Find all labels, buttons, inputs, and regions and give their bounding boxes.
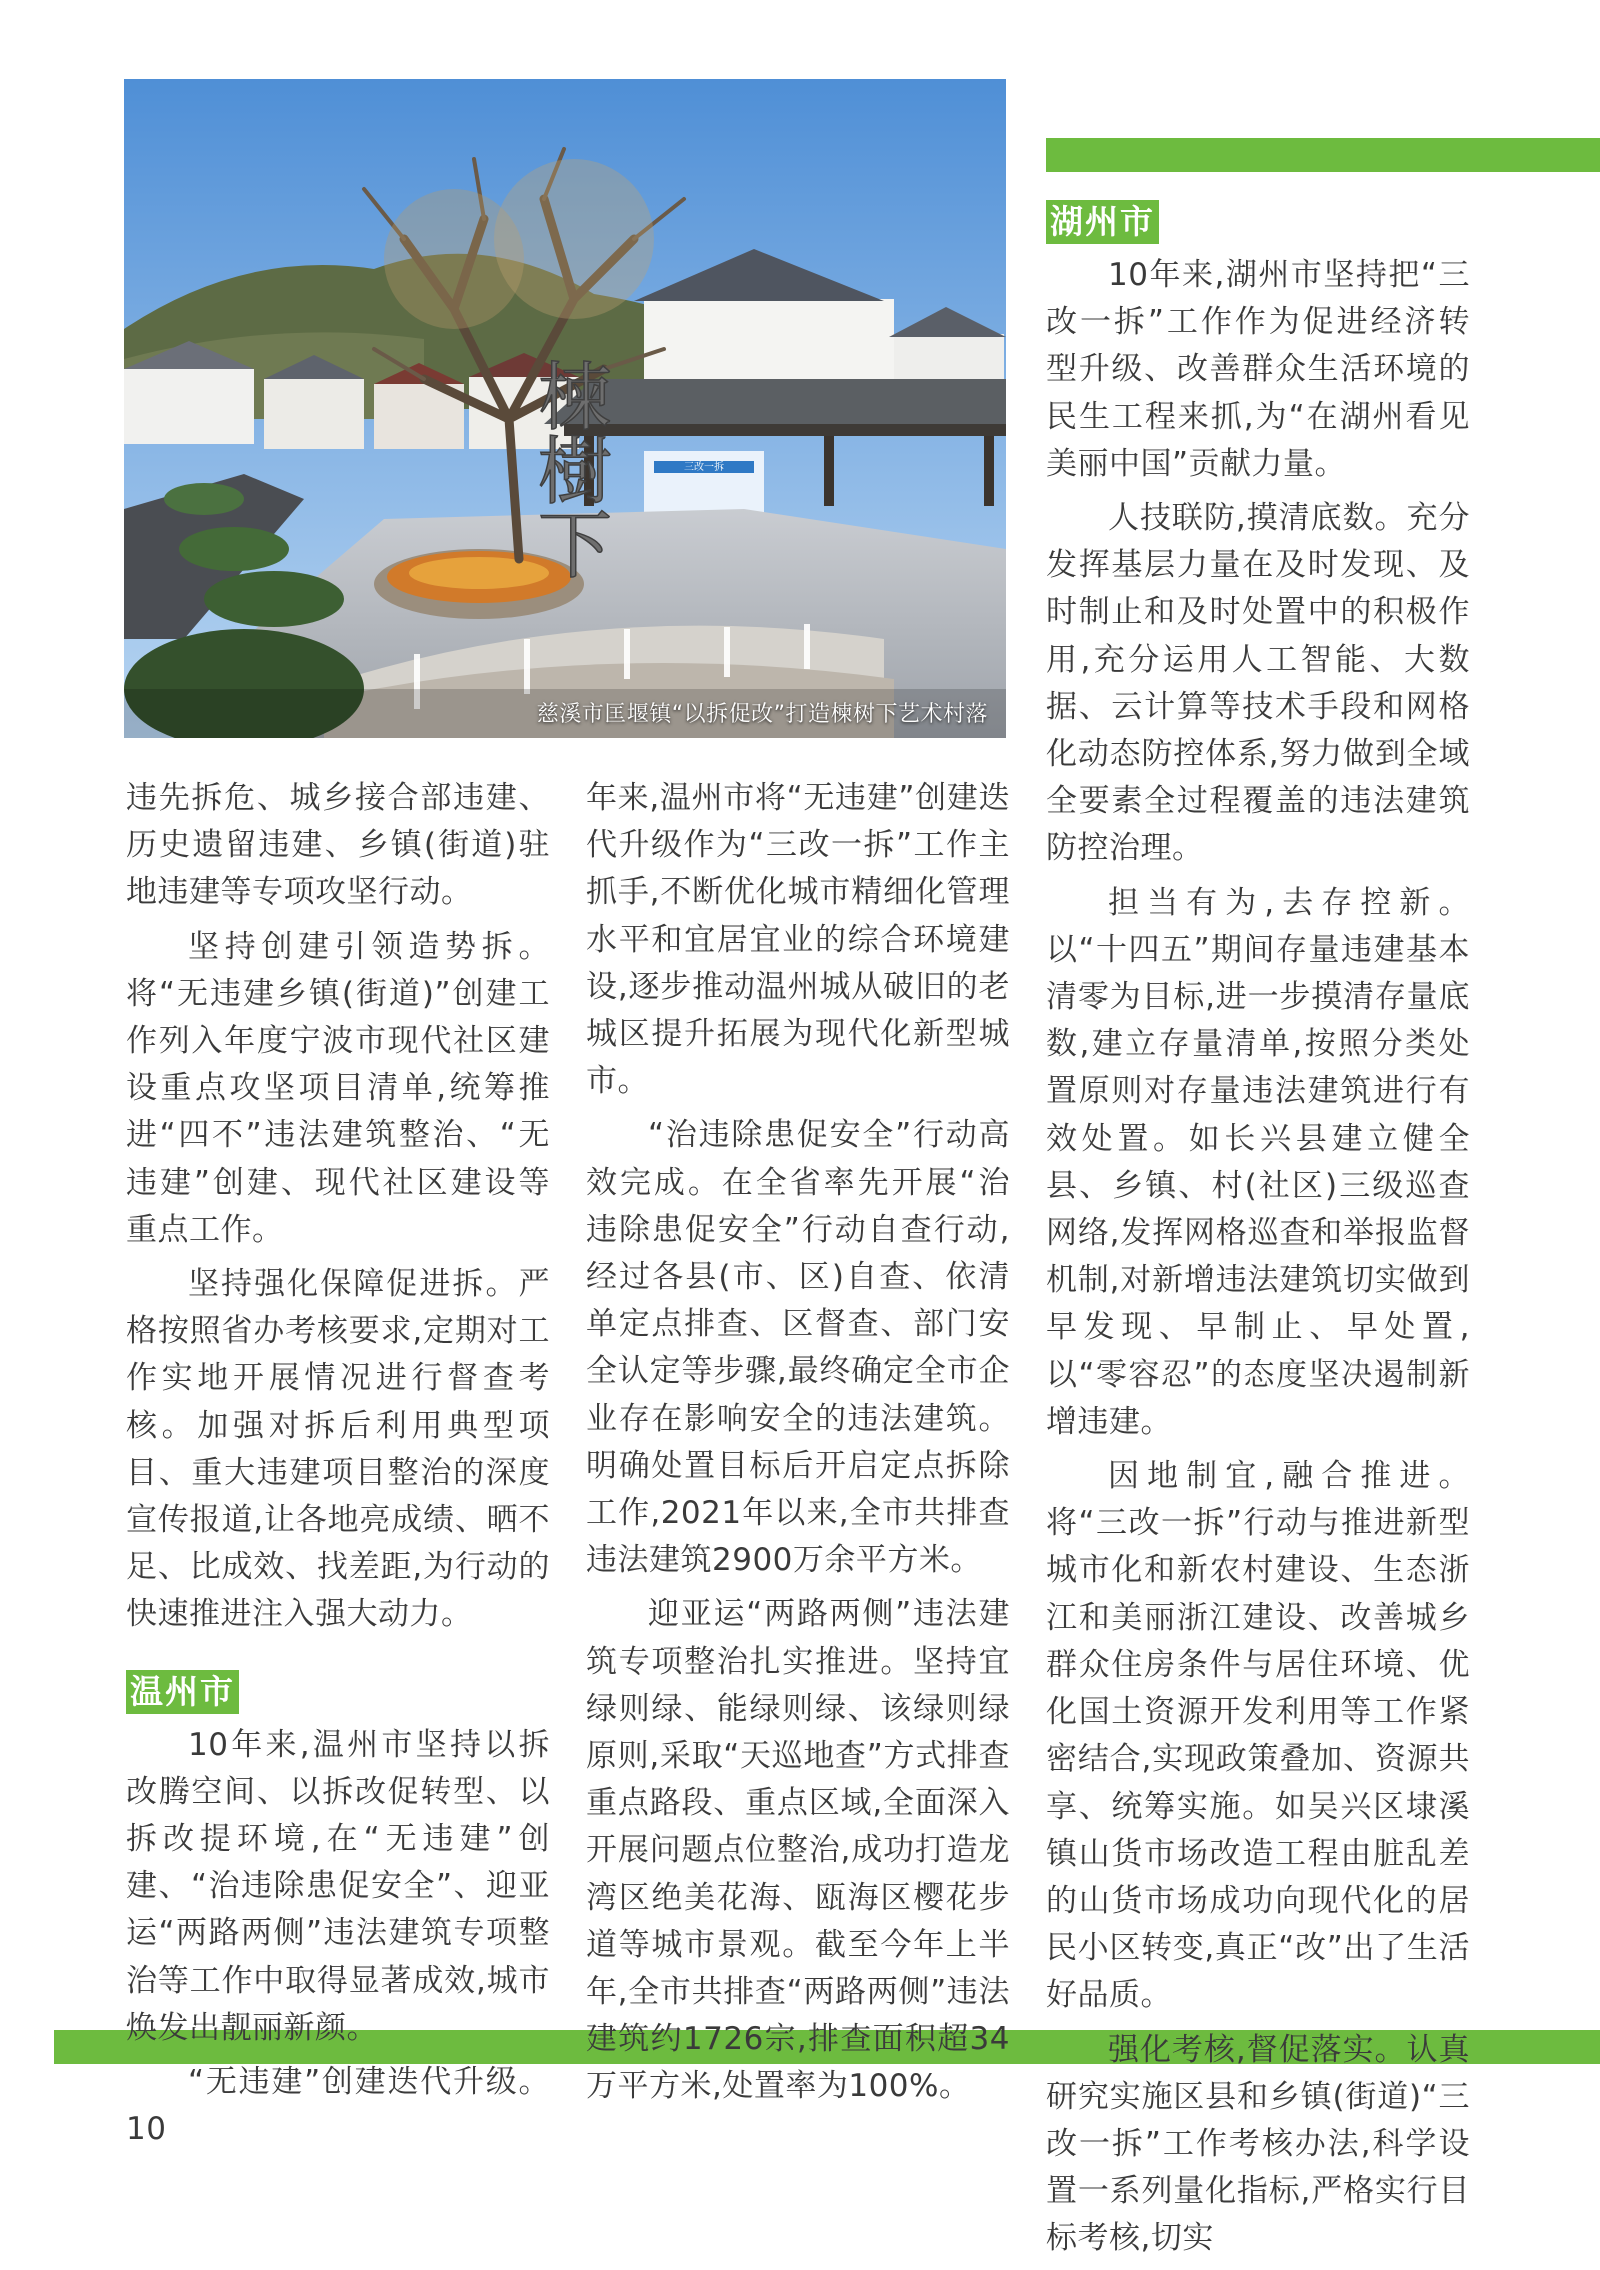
column-1 xyxy=(126,775,550,2160)
paragraph: 因地制宜,融合推进。将“三改一拆”行动与推进新型城市化和新农村建设、生态浙江和美丽浙江建设、改善城乡群众住房条件与居住环境、优化国土资源开发利用等工作紧密结合,实现政策叠加、资源共享、统筹实施。如吴兴区埭溪镇山货市场改造工程由脏乱差的山货市场成功向现代化的居民小区转变,真正“改”出了生活好品质。 xyxy=(1046,1458,1470,2014)
section-heading-wenzhou: 温州市 xyxy=(126,1670,239,1714)
column-3 xyxy=(1046,200,1470,2270)
banner-text: 三改一拆 xyxy=(684,462,724,473)
village-photo-illustration xyxy=(124,79,1006,738)
top-accent-bar xyxy=(1046,138,1600,172)
sculpture xyxy=(526,358,612,580)
paragraph: “治违除患促安全”行动高效完成。在全省率先开展“治违除患促安全”行动自查行动,经过各县(市、区)自查、依清单定点排查、区督查、部门安全认定等步骤,最终确定全市企业存在影响安全的违法建筑。明确处置目标后开启定点拆除工作,2021年以来,全市共排查违法建筑2900万余平方米。 xyxy=(586,1117,1010,1579)
paragraph: 年来,温州市将“无违建”创建迭代升级作为“三改一拆”工作主抓手,不断优化城市精细化管理水平和宜居宜业的综合环境建设,逐步推动温州城从破旧的老城区提升拓展为现代化新型城市。 xyxy=(586,780,1010,1100)
sculpture-text: 楝樹下 xyxy=(526,358,612,580)
paragraph: 人技联防,摸清底数。充分发挥基层力量在及时发现、及时制止和及时处置中的积极作用,充分运用人工智能、大数据、云计算等技术手段和网格化动态防控体系,努力做到全域全要素全过程覆盖的违法建筑防控治理。 xyxy=(1046,500,1470,867)
photo-caption: 慈溪市匡堰镇“以拆促改”打造楝树下艺术村落 xyxy=(536,702,988,727)
village-photo xyxy=(124,79,1006,738)
paragraph: 违先拆危、城乡接合部违建、历史遗留违建、乡镇(街道)驻地违建等专项攻坚行动。 xyxy=(126,780,550,911)
paragraph: 10年来,温州市坚持以拆改腾空间、以拆改促转型、以拆改提环境,在“无违建”创建、“治违除患促安全”、迎亚运“两路两侧”违法建筑专项整治等工作中取得显著成效,城市焕发出靓丽新颜。 xyxy=(126,1726,550,2046)
section-heading-huzhou: 湖州市 xyxy=(1046,200,1159,244)
paragraph: 担当有为,去存控新。以“十四五”期间存量违建基本清零为目标,进一步摸清存量底数,建立存量清单,按照分类处置原则对存量违法建筑进行有效处置。如长兴县建立健全县、乡镇、村(社区)三级巡查网络,发挥网格巡查和举报监督机制,对新增违法建筑切实做到早发现、早制止、早处置,以“零容忍”的态度坚决遏制新增违建。 xyxy=(1046,884,1470,1440)
column-2 xyxy=(586,775,1010,2118)
paragraph: 坚持强化保障促进拆。严格按照省办考核要求,定期对工作实地开展情况进行督查考核。加强对拆后利用典型项目、重大违建项目整治的深度宣传报道,让各地亮成绩、晒不足、比成效、找差距,为行动的快速推进注入强大动力。 xyxy=(126,1266,550,1633)
paragraph: “无违建”创建迭代升级。10 xyxy=(126,2064,550,2148)
paragraph: 迎亚运“两路两侧”违法建筑专项整治扎实推进。坚持宜绿则绿、能绿则绿、该绿则绿原则,采取“天巡地查”方式排查重点路段、重点区域,全面深入开展问题点位整治,成功打造龙湾区绝美花海、瓯海区樱花步道等城市景观。截至今年上半年,全市共排查“两路两侧”违法建筑约1726宗,排查面积超34万平方米,处置率为100%。 xyxy=(586,1596,1010,2105)
paragraph: 坚持创建引领造势拆。将“无违建乡镇(街道)”创建工作列入年度宁波市现代社区建设重点攻坚项目清单,统筹推进“四不”违法建筑整治、“无违建”创建、现代社区建设等重点工作。 xyxy=(126,928,550,1248)
paragraph: 10年来,湖州市坚持把“三改一拆”工作作为促进经济转型升级、改善群众生活环境的民生工程来抓,为“在湖州看见美丽中国”贡献力量。 xyxy=(1046,257,1470,482)
paragraph: 强化考核,督促落实。认真研究实施区县和乡镇(街道)“三改一拆”工作考核办法,科学设置一系列量化指标,严格实行目标考核,切实 xyxy=(1046,2031,1470,2257)
